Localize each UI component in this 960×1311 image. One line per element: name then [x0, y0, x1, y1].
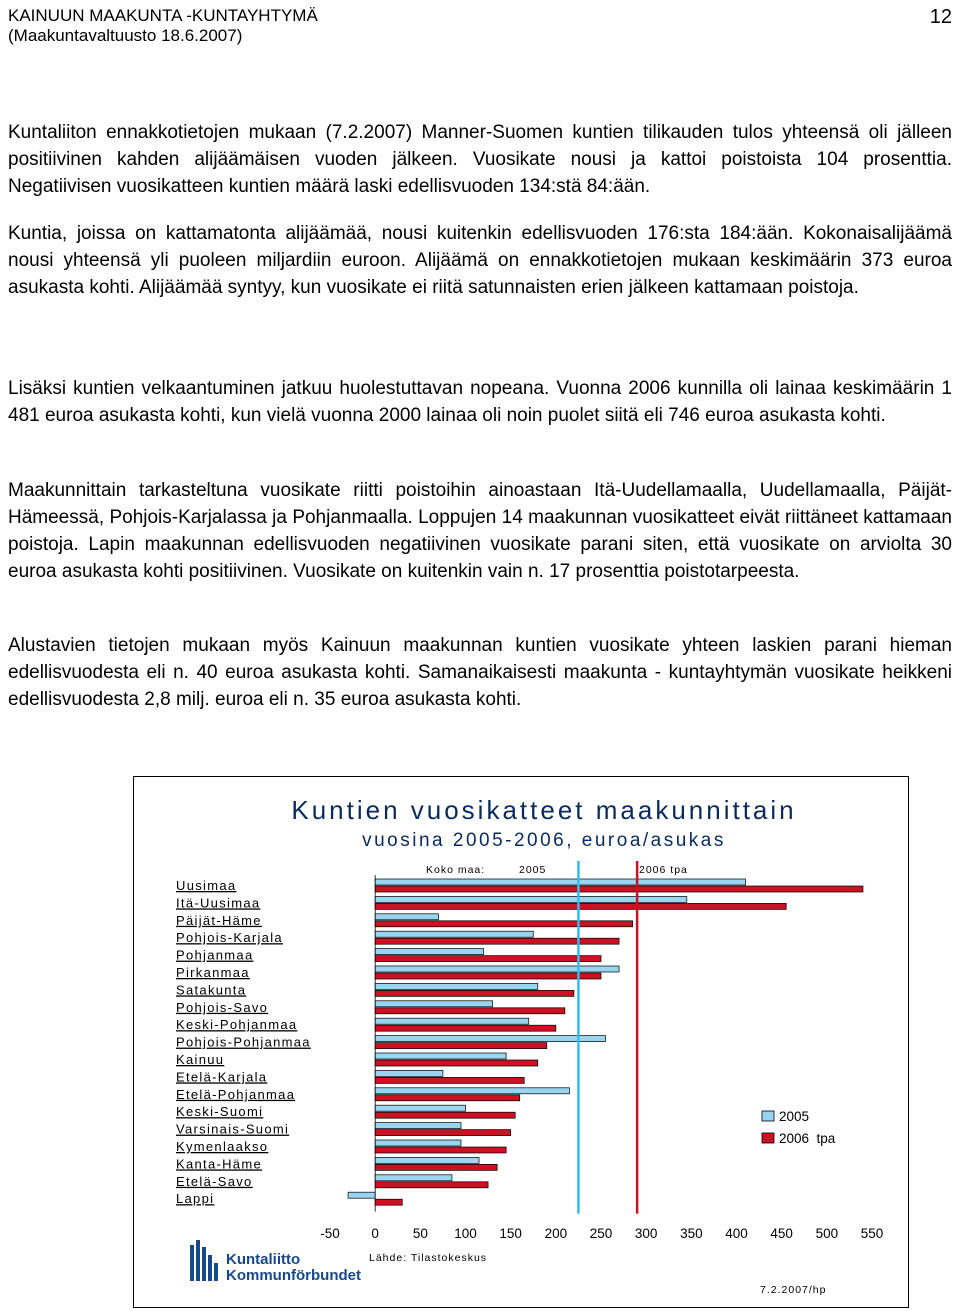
- bar-2006: [375, 1147, 506, 1153]
- x-tick-label: 500: [815, 1226, 839, 1241]
- category-label: Pohjois-Pohjanmaa: [176, 1034, 311, 1050]
- category-label: Lappi: [176, 1191, 215, 1207]
- bar-2005: [375, 1070, 443, 1076]
- x-tick-label: 250: [589, 1226, 613, 1241]
- bar-2005: [375, 1088, 569, 1094]
- bar-2005: [375, 1018, 529, 1024]
- logo-line-2: Kommunförbundet: [226, 1267, 361, 1284]
- bar-2005: [375, 1140, 461, 1146]
- bar-2006: [375, 1060, 538, 1066]
- reference-label-2006: 2006 tpa: [639, 864, 688, 876]
- bar-2005: [375, 914, 438, 920]
- reference-label-prefix: Koko maa:: [426, 864, 486, 876]
- bar-2006: [375, 903, 786, 909]
- category-label: Kainuu: [176, 1052, 225, 1067]
- chart-source: Lähde: Tilastokeskus: [369, 1252, 488, 1264]
- category-label: Varsinais-Suomi: [176, 1121, 290, 1137]
- kuntaliitto-logo-icon: [190, 1240, 218, 1281]
- category-label: Pohjois-Karjala: [176, 930, 283, 946]
- category-label: Päijät-Häme: [176, 912, 262, 928]
- bar-2005: [375, 1105, 465, 1111]
- bar-2005: [375, 879, 745, 885]
- reference-label-2005: 2005: [519, 864, 547, 876]
- header-org: KAINUUN MAAKUNTA -KUNTAYHTYMÄ: [8, 6, 318, 25]
- paragraph-1: Kuntaliiton ennakkotietojen mukaan (7.2.2007) Manner-Suomen kuntien tilikauden tulos yhteensä oli jälleen positiivinen kahden alijäämäisen vuoden jälkeen. Vuosikate nousi ja kattoi poistoista 104 prosenttia. Negatiivisen vuosikatteen kuntien määrä laski edellisvuoden 134:stä 84:ään.: [8, 122, 952, 197]
- bar-2006: [375, 1025, 556, 1031]
- bar-2006: [375, 973, 601, 979]
- bar-2006: [375, 1199, 402, 1205]
- bar-2006: [375, 956, 601, 962]
- header-meeting: (Maakuntavaltuusto 18.6.2007): [8, 26, 243, 45]
- category-label: Etelä-Pohjanmaa: [176, 1086, 296, 1102]
- category-label: Satakunta: [176, 982, 247, 998]
- category-label: Kanta-Häme: [176, 1156, 262, 1172]
- category-label: Itä-Uusimaa: [176, 895, 261, 911]
- bar-2006: [375, 1077, 524, 1083]
- category-label: Pohjanmaa: [176, 947, 254, 963]
- legend-label-2006: 2006 tpa: [779, 1131, 836, 1146]
- bar-2005: [375, 949, 483, 955]
- x-tick-label: 100: [454, 1226, 477, 1241]
- paragraph-5: Alustavien tietojen mukaan myös Kainuun maakunnan kuntien vuosikate yhteen laskien parani hieman edellisvuodesta eli n. 40 euroa asukasta kohti. Samanaikaisesti maakunta - kuntayhtymän vuosikate heikkeni edellisvuodesta 2,8 milj. euroa eli n. 35 euroa asukasta kohti.: [8, 635, 952, 710]
- category-label: Keski-Suomi: [176, 1104, 264, 1120]
- chart-subtitle: vuosina 2005-2006, euroa/asukas: [362, 830, 726, 851]
- legend-swatch-2005: [762, 1111, 774, 1121]
- bar-2006: [375, 1182, 488, 1188]
- chart-svg: [134, 777, 910, 1309]
- bar-2006: [375, 1130, 511, 1136]
- bar-2006: [375, 990, 574, 996]
- bar-2005: [375, 966, 619, 972]
- bar-2006: [375, 1112, 515, 1118]
- x-tick-label: 450: [770, 1226, 793, 1241]
- category-label: Uusimaa: [176, 878, 237, 893]
- category-label: Keski-Pohjanmaa: [176, 1017, 298, 1033]
- bar-2006: [375, 1164, 497, 1170]
- bar-2005: [348, 1192, 375, 1198]
- page-number: 12: [929, 6, 952, 28]
- paragraph-3: Lisäksi kuntien velkaantuminen jatkuu huolestuttavan nopeana. Vuonna 2006 kunnilla oli lainaa keskimäärin 1 481 euroa asukasta kohti, kun vielä vuonna 2000 lainaa oli noin puolet siitä eli 746 euroa asukasta kohti.: [8, 378, 952, 426]
- bar-2005: [375, 1157, 479, 1163]
- bar-2006: [375, 938, 619, 944]
- legend-label-2005: 2005: [779, 1109, 810, 1124]
- paragraph-4: Maakunnittain tarkasteltuna vuosikate riitti poistoihin ainoastaan Itä-Uudellamaalla, Uudellamaalla, Päijät-Hämeessä, Pohjois-Karjalassa ja Pohjanmaalla. Loppujen 14 maakunnan vuosikatteet eivät riittäneet kattamaan poistoja. Lapin maakunnan edellisvuoden negatiivinen vuosikate parani siten, että vuosikate on arviolta 30 euroa asukasta kohti positiivinen. Vuosikate on kuitenkin vain n. 17 prosenttia poistotarpeesta.: [8, 480, 952, 582]
- x-tick-label: 300: [634, 1226, 658, 1241]
- x-tick-label: 50: [412, 1226, 428, 1241]
- kuntaliitto-logo: [190, 1240, 361, 1284]
- bar-2005: [375, 931, 533, 937]
- bar-2006: [375, 1008, 565, 1014]
- category-label: Etelä-Karjala: [176, 1069, 268, 1085]
- bar-2005: [375, 1036, 605, 1042]
- category-label: Kymenlaakso: [176, 1139, 269, 1154]
- bar-2005: [375, 1123, 461, 1129]
- paragraph-2: Kuntia, joissa on kattamatonta alijäämää, nousi kuitenkin edellisvuoden 176:sta 184:ään. Kokonaisalijäämä nousi yhteensä yli puoleen miljardiin euroon. Alijäämä on ennakkotietojen mukaan keskimäärin 373 euroa asukasta kohti. Alijäämää syntyy, kun vuosikate ei riitä satunnaisten erien jälkeen kattamaan poistoja.: [8, 223, 952, 298]
- x-tick-label: 150: [499, 1226, 522, 1241]
- chart-title: Kuntien vuosikatteet maakunnittain: [291, 795, 797, 825]
- x-tick-label: -50: [320, 1226, 340, 1241]
- logo-line-1: Kuntaliitto: [226, 1251, 301, 1268]
- category-label: Etelä-Savo: [176, 1173, 253, 1189]
- x-tick-label: 350: [680, 1226, 703, 1241]
- bar-2006: [375, 1095, 520, 1101]
- bar-2005: [375, 1001, 492, 1007]
- chart-container: [133, 776, 909, 1308]
- x-tick-label: 550: [860, 1226, 884, 1241]
- category-label: Pohjois-Savo: [176, 999, 269, 1015]
- bar-2005: [375, 983, 538, 989]
- x-tick-label: 200: [544, 1226, 568, 1241]
- bar-2005: [375, 896, 687, 902]
- bar-2005: [375, 1175, 452, 1181]
- bar-2005: [375, 1053, 506, 1059]
- bar-2006: [375, 886, 863, 892]
- category-label: Pirkanmaa: [176, 965, 250, 980]
- bar-2006: [375, 1043, 547, 1049]
- x-tick-label: 0: [371, 1226, 379, 1241]
- bar-2006: [375, 921, 632, 927]
- chart-footer-date: 7.2.2007/hp: [760, 1284, 827, 1296]
- legend-swatch-2006: [762, 1133, 774, 1143]
- x-tick-label: 400: [725, 1226, 748, 1241]
